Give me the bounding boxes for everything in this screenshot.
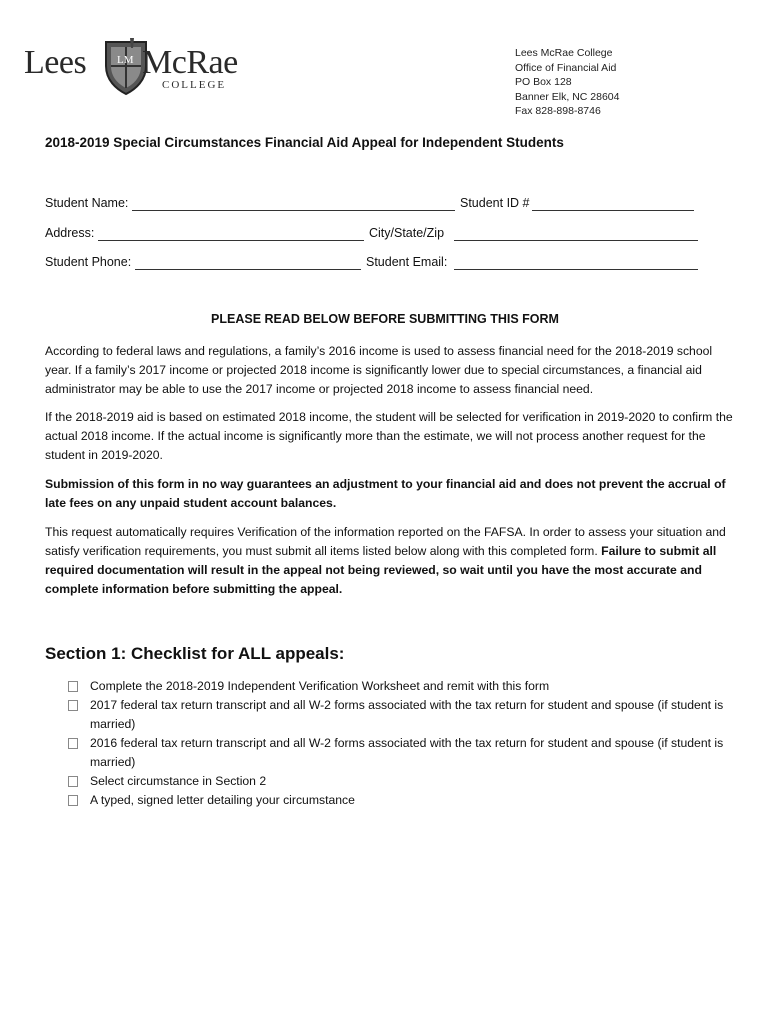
address-line: PO Box 128 [515,76,572,88]
checkbox[interactable] [68,795,78,806]
college-logo [24,36,244,98]
paragraph-disclaimer [45,475,735,513]
student-name-label: Student Name: [45,196,129,210]
logo-word-lees: Lees [24,44,87,81]
checkbox[interactable] [68,700,78,711]
student-email-field[interactable] [454,269,698,270]
address-line: Lees McRae College [515,47,613,59]
checklist-item [68,772,728,791]
paragraph-verification: If the 2018-2019 aid is based on estimated 2018 income, the student will be selected for verification in 2019-2020 to confirm the actual 2018 income. If the actual income is significantly more than the estimate, we will not process another request for the student in 2019-2020. [45,410,733,462]
section-1-heading: Section 1: Checklist for ALL appeals: [45,644,345,663]
student-phone-label: Student Phone: [45,255,132,269]
paragraph-requirements [45,523,735,599]
address-label: Address: [45,226,95,240]
paragraph-income-policy: According to federal laws and regulations, a family’s 2016 income is used to assess financial need for the 2018-2019 school year. If a family’s 2017 income or projected 2018 income is significantly lower due to special circumstances, a financial aid administrator may be able to use the 2017 income or projected 2018 income to assess financial need. [45,344,713,396]
checklist-item-label: Select circumstance in Section 2 [90,774,267,788]
logo-subword: COLLEGE [162,79,227,91]
checklist-item-label: Complete the 2018-2019 Independent Verification Worksheet and remit with this form [90,679,550,693]
checklist-item [68,677,728,696]
student-phone-field[interactable] [135,269,361,270]
office-address [515,46,619,119]
requirements-text: This request automatically requires Verification of the information reported on the FAFSA. In order to assess your situation and satisfy verification requirements, you must submit all items listed below along with this completed form. [45,525,726,558]
checkbox[interactable] [68,681,78,692]
student-id-label: Student ID # [460,196,530,210]
logo-word-mcrae: McRae [142,44,238,81]
student-email-label: Student Email: [366,255,448,269]
disclaimer-text: Submission of this form in no way guarantees an adjustment to your financial aid and does not prevent the accrual of late fees on any unpaid student account balances. [45,477,726,510]
notice-heading: PLEASE READ BELOW BEFORE SUBMITTING THIS FORM [211,312,559,326]
shield-letters: LM [117,54,134,66]
section-1-checklist [68,677,728,810]
address-field[interactable] [98,240,364,241]
city-state-zip-label: City/State/Zip [369,226,445,240]
requirements-warning: Failure to submit all required documentation will result in the appeal not being reviewed, so wait until you have the most accurate and complete information before submitting the appeal. [45,544,717,596]
checkbox[interactable] [68,776,78,787]
city-state-zip-field[interactable] [454,240,698,241]
checkbox[interactable] [68,738,78,749]
student-name-field[interactable] [132,210,455,211]
checklist-item [68,696,728,734]
form-title: 2018-2019 Special Circumstances Financial Aid Appeal for Independent Students [45,135,564,150]
checklist-item [68,734,728,772]
checklist-item-label: A typed, signed letter detailing your circumstance [90,793,355,807]
address-line: Office of Financial Aid [515,61,617,74]
checklist-item [68,791,728,810]
address-line: Banner Elk, NC 28604 [515,90,620,103]
checklist-item-label: 2016 federal tax return transcript and all W-2 forms associated with the tax return for student and spouse (if student is married) [90,736,724,769]
checklist-item-label: 2017 federal tax return transcript and all W-2 forms associated with the tax return for student and spouse (if student is married) [90,698,724,731]
address-line: Fax 828-898-8746 [515,105,601,117]
student-id-field[interactable] [532,210,694,211]
